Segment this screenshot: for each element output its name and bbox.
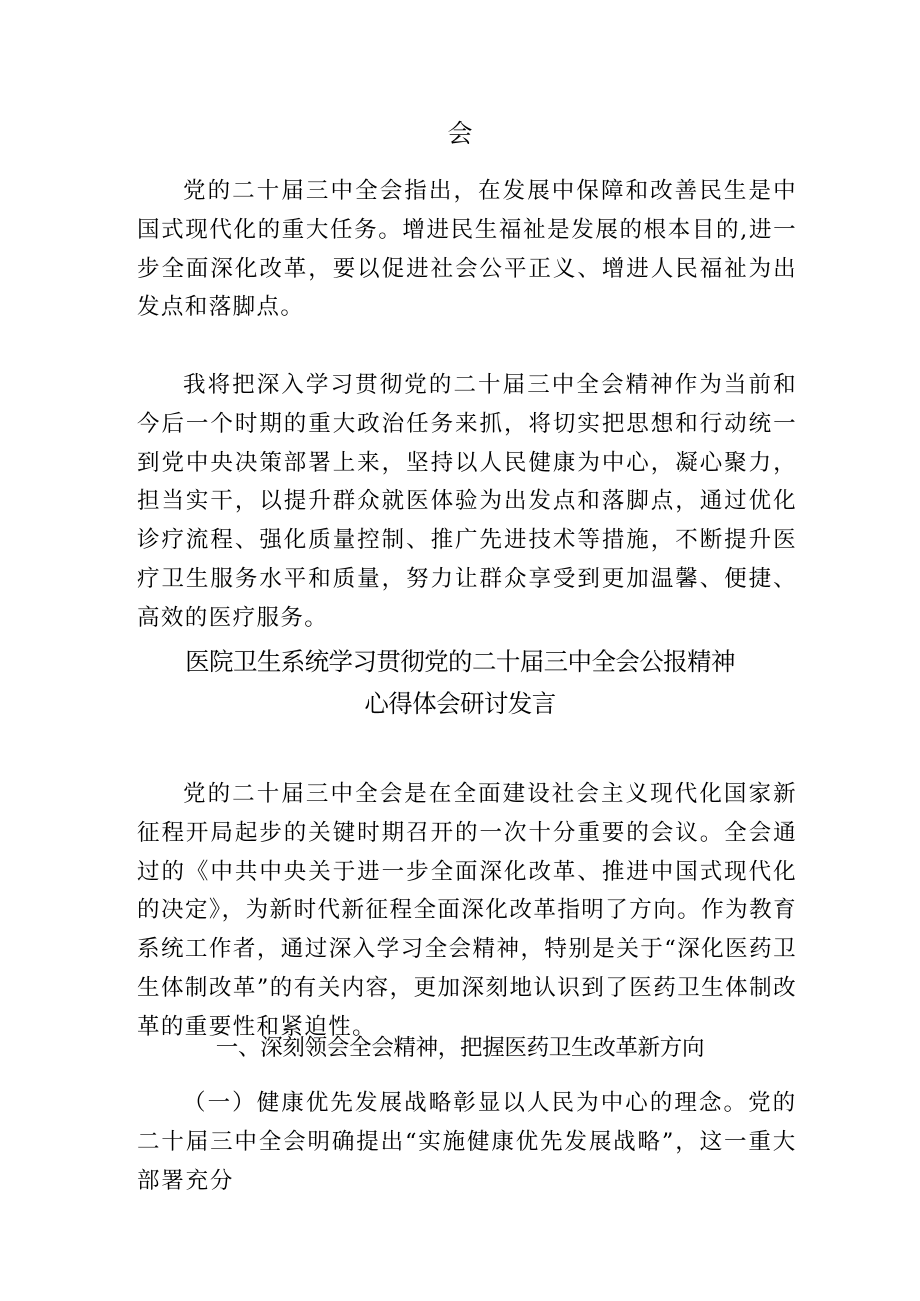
article-title-line1: 医院卫生系统学习贯彻党的二十届三中全会公报精神: [185, 647, 735, 676]
body-paragraph: （一）健康优先发展战略彰显以人民为中心的理念。党的二十届三中全会明确提出“实施健康优先发展战略”，这一重大部署充分: [137, 1090, 797, 1194]
previous-heading-tail: 会: [447, 119, 473, 148]
body-paragraph: 我将把深入学习贯彻党的二十届三中全会精神作为当前和今后一个时期的重大政治任务来抓，将切实把思想和行动统一到党中央决策部署上来，坚持以人民健康为中心，凝心聚力，担当实干，以提升群众就医体验为出发点和落脚点，通过优化诊疗流程、强化质量控制、推广先进技术等措施，不断提升医疗卫生服务水平和质量，努力让群众享受到更加温馨、便捷、高效的医疗服务。: [137, 372, 797, 631]
intro-paragraph: 党的二十届三中全会是在全面建设社会主义现代化国家新征程开局起步的关键时期召开的一次十分重要的会议。全会通过的《中共中央关于进一步全面深化改革、推进中国式现代化的决定》，为新时代新征程全面深化改革指明了方向。作为教育系统工作者，通过深入学习全会精神，特别是关于“深化医药卫生体制改革”的有关内容，更加深刻地认识到了医药卫生体制改革的重要性和紧迫性。: [137, 781, 797, 1040]
body-paragraph: 党的二十届三中全会指出，在发展中保障和改善民生是中国式现代化的重大任务。增进民生福祉是发展的根本目的,进一步全面深化改革，要以促进社会公平正义、增进人民福祉为出发点和落脚点。: [137, 178, 797, 321]
section-heading: 一、深刻领会全会精神，把握医药卫生改革新方向: [215, 1035, 705, 1061]
article-title-line2: 心得体会研讨发言: [364, 689, 556, 718]
